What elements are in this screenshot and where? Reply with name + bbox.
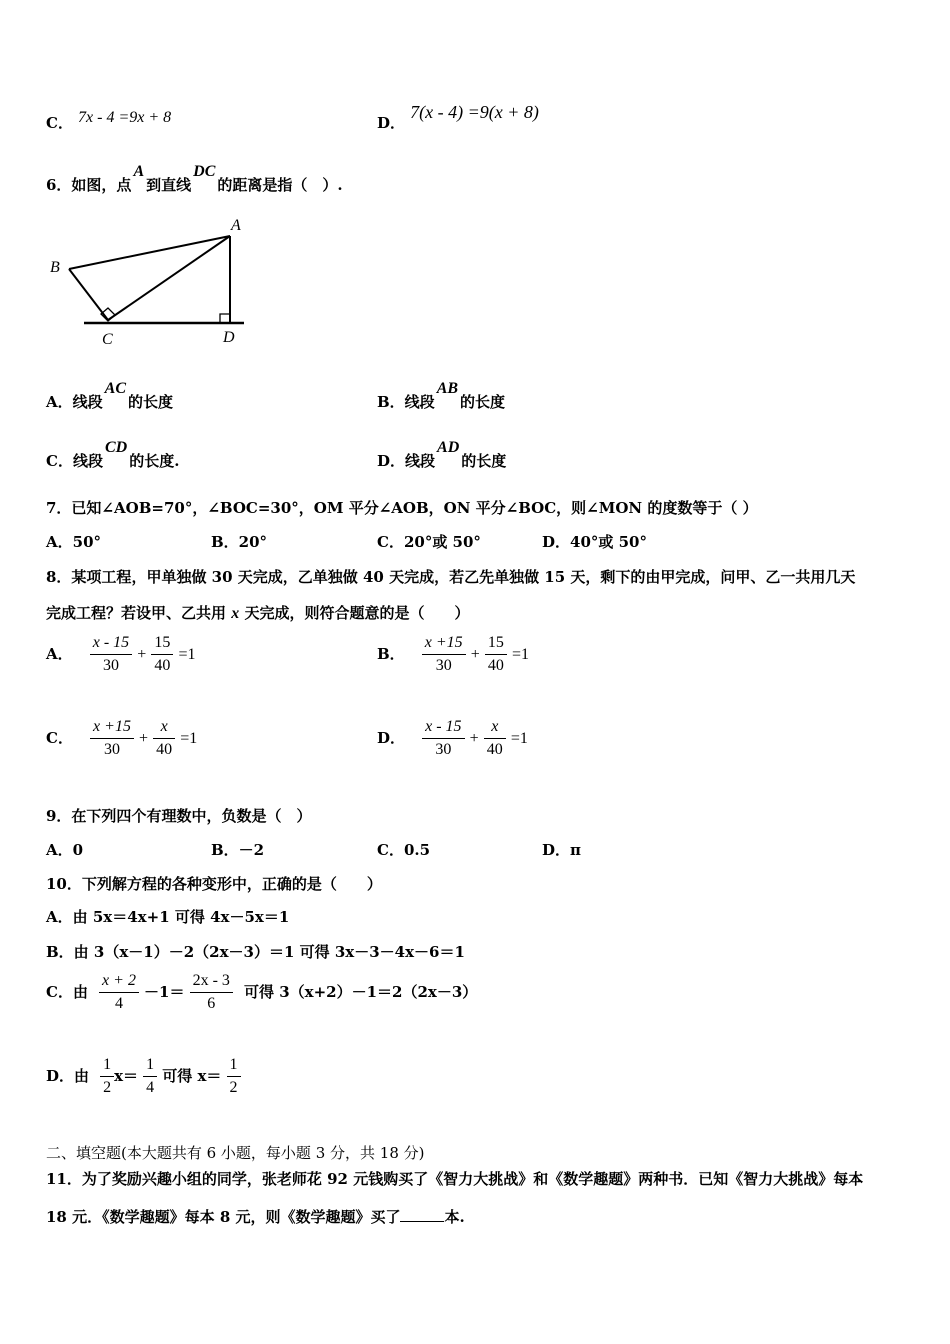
label-d: D <box>223 329 235 346</box>
q7-stem: 7．已知∠AOB=70°，∠BOC=30°，OM 平分∠AOB，ON 平分∠BOC，则∠MON 的度数等于（ ） <box>46 499 758 517</box>
label-b: B <box>50 259 60 276</box>
q8-stem-line1: 8．某项工程，甲单独做 30 天完成，乙单独做 40 天完成，若乙先单独做 15 天，剩下的由甲完成，问甲、乙一共用几天 <box>46 568 856 586</box>
q9-option-a: A．0 <box>46 841 84 859</box>
q6-option-a: A．线段AC的长度 <box>46 380 173 411</box>
q7-option-a: A．50° <box>46 533 102 551</box>
equation: 7(x - 4) =9(x + 8) <box>410 102 539 122</box>
q5-option-d <box>377 102 539 133</box>
q10-stem: 10．下列解方程的各种变形中，正确的是（ ） <box>46 875 382 893</box>
q6-figure <box>44 214 254 349</box>
q8-option-d: D． $\frac{x - 15}{30}$ + $\frac{x}{40}$ =1 <box>377 718 528 758</box>
q6-option-c: C．线段CD的长度. <box>46 439 180 470</box>
math-line: DC <box>193 163 216 180</box>
q11-line1: 11．为了奖励兴趣小组的同学，张老师花 92 元钱购买了《智力大挑战》和《数学趣题》两种书．已知《智力大挑战》每本 <box>46 1170 864 1188</box>
option-label: D． <box>377 114 406 132</box>
q5-option-c <box>46 109 172 133</box>
q7-option-b: B．20° <box>211 533 268 551</box>
q9-stem: 9．在下列四个有理数中，负数是（ ） <box>46 807 312 825</box>
math-segment: AD <box>437 439 460 456</box>
q8-option-c: C． $\frac{x +15}{30}$ + $\frac{x}{40}$ =1 <box>46 718 198 758</box>
q6-option-b: B．线段AB的长度 <box>377 380 506 411</box>
q9-option-c: C．0.5 <box>377 841 431 859</box>
q10-option-c: C．由 $\frac{x + 2}{4}$ －1＝ $\frac{2x - 3}{6}$ 可得 3（x+2）－1＝2（2x－3） <box>46 972 478 1012</box>
q9-option-b: B．－2 <box>211 841 265 859</box>
q8-option-b: B． $\frac{x +15}{30}$ + $\frac{15}{40}$ =1 <box>377 634 530 674</box>
label-a: A <box>231 217 241 234</box>
q8-stem-line2: 完成工程？若设甲、乙共用 x 天完成，则符合题意的是（ ） <box>46 604 470 622</box>
q7-option-d: D．40°或 50° <box>542 533 647 551</box>
q10-option-d: D．由 $\frac{1}{2}$ x＝ $\frac{1}{4}$ 可得 x＝ $\frac{1}{2}$ <box>46 1056 241 1097</box>
math-segment: CD <box>104 439 128 456</box>
q6-option-d: D．线段AD的长度 <box>377 439 507 470</box>
answer-blank[interactable] <box>400 1207 444 1222</box>
section2-title: 二、填空题(本大题共有 6 小题，每小题 3 分，共 18 分) <box>46 1144 425 1162</box>
equation: 7x - 4 =9x + 8 <box>78 109 172 126</box>
label-c: C <box>102 331 113 348</box>
math-segment: AC <box>104 380 126 397</box>
right-angle-mark-d <box>220 314 230 323</box>
q8-option-a: A． $\frac{x - 15}{30}$ + $\frac{15}{40}$ =1 <box>46 634 196 674</box>
q10-option-b: B．由 3（x－1）－2（2x－3）＝1 可得 3x－3－4x－6＝1 <box>46 943 465 961</box>
q6-stem: 6．如图，点A到直线DC的距离是指（ ）. <box>46 163 343 194</box>
q7-option-c: C．20°或 50° <box>377 533 481 551</box>
q9-option-d: D．π <box>542 841 581 859</box>
math-segment: AB <box>436 380 459 397</box>
q10-option-a: A．由 5x＝4x+1 可得 4x－5x＝1 <box>46 908 290 926</box>
q11-line2: 18 元．《数学趣题》每本 8 元，则《数学趣题》买了 本. <box>46 1208 465 1226</box>
option-label: C． <box>46 114 73 132</box>
math-point: A <box>133 163 145 180</box>
